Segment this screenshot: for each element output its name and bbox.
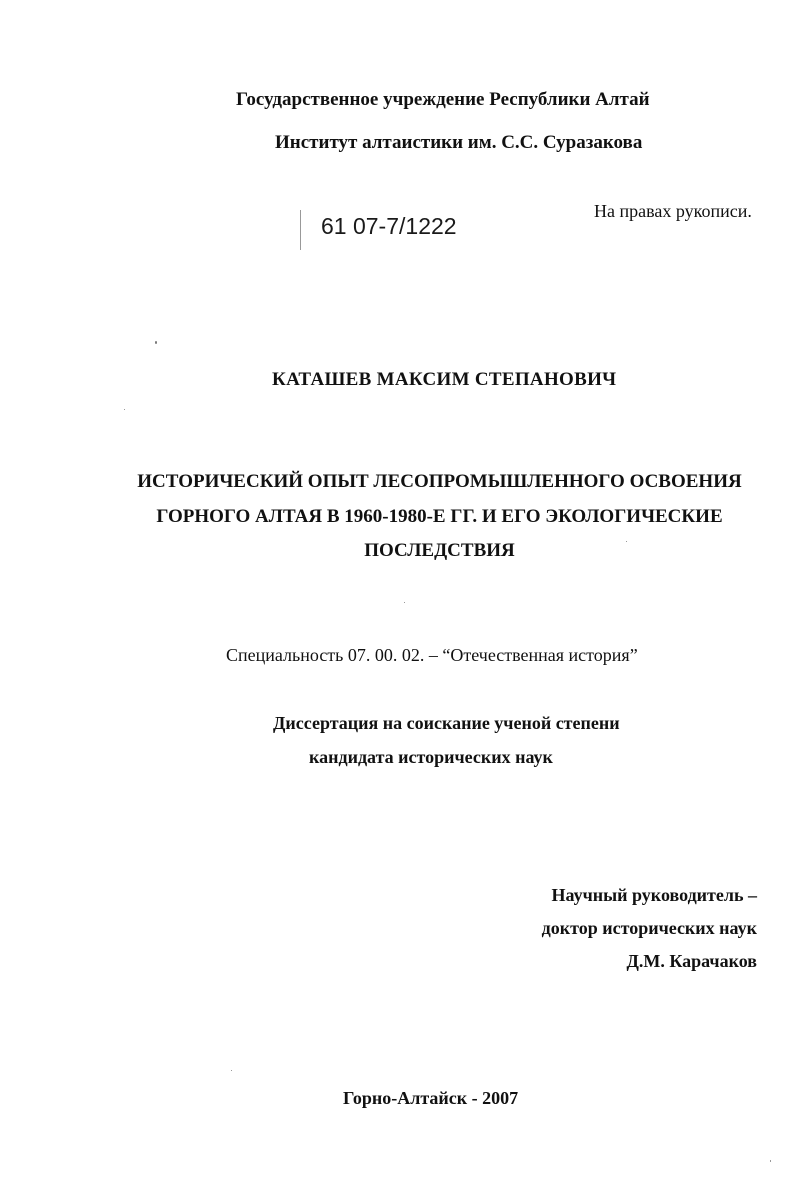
manuscript-note: На правах рукописи.	[594, 201, 752, 221]
institution-line-1: Государственное учреждение Республики Алтай	[236, 89, 650, 110]
specialty-line: Специальность 07. 00. 02. – “Отечественная история”	[226, 645, 638, 665]
scan-speck	[404, 602, 405, 603]
city-year: Горно-Алтайск - 2007	[343, 1088, 519, 1108]
title-line-1: ИСТОРИЧЕСКИЙ ОПЫТ ЛЕСОПРОМЫШЛЕННОГО ОСВОЕНИЯ	[137, 471, 742, 492]
stamp-margin-mark	[300, 210, 301, 250]
supervisor-degree: доктор исторических наук	[541, 918, 757, 938]
supervisor-name: Д.М. Карачаков	[626, 951, 757, 971]
degree-line-2: кандидата исторических наук	[309, 747, 553, 767]
institution-line-2: Институт алтаистики им. С.С. Суразакова	[275, 132, 643, 153]
library-stamp: 61 07-7/1222	[321, 213, 457, 239]
degree-line-1: Диссертация на соискание ученой степени	[273, 713, 620, 733]
scan-speck	[124, 409, 125, 410]
author-name: КАТАШЕВ МАКСИМ СТЕПАНОВИЧ	[272, 369, 617, 390]
supervisor-role: Научный руководитель –	[551, 885, 757, 905]
scan-speck	[231, 1070, 232, 1071]
scan-speck	[155, 341, 157, 344]
scan-speck	[626, 541, 627, 542]
title-line-3: ПОСЛЕДСТВИЯ	[364, 540, 515, 561]
scan-speck	[770, 1160, 771, 1162]
title-line-2: ГОРНОГО АЛТАЯ В 1960-1980-Е ГГ. И ЕГО ЭКОЛОГИЧЕСКИЕ	[156, 506, 723, 527]
